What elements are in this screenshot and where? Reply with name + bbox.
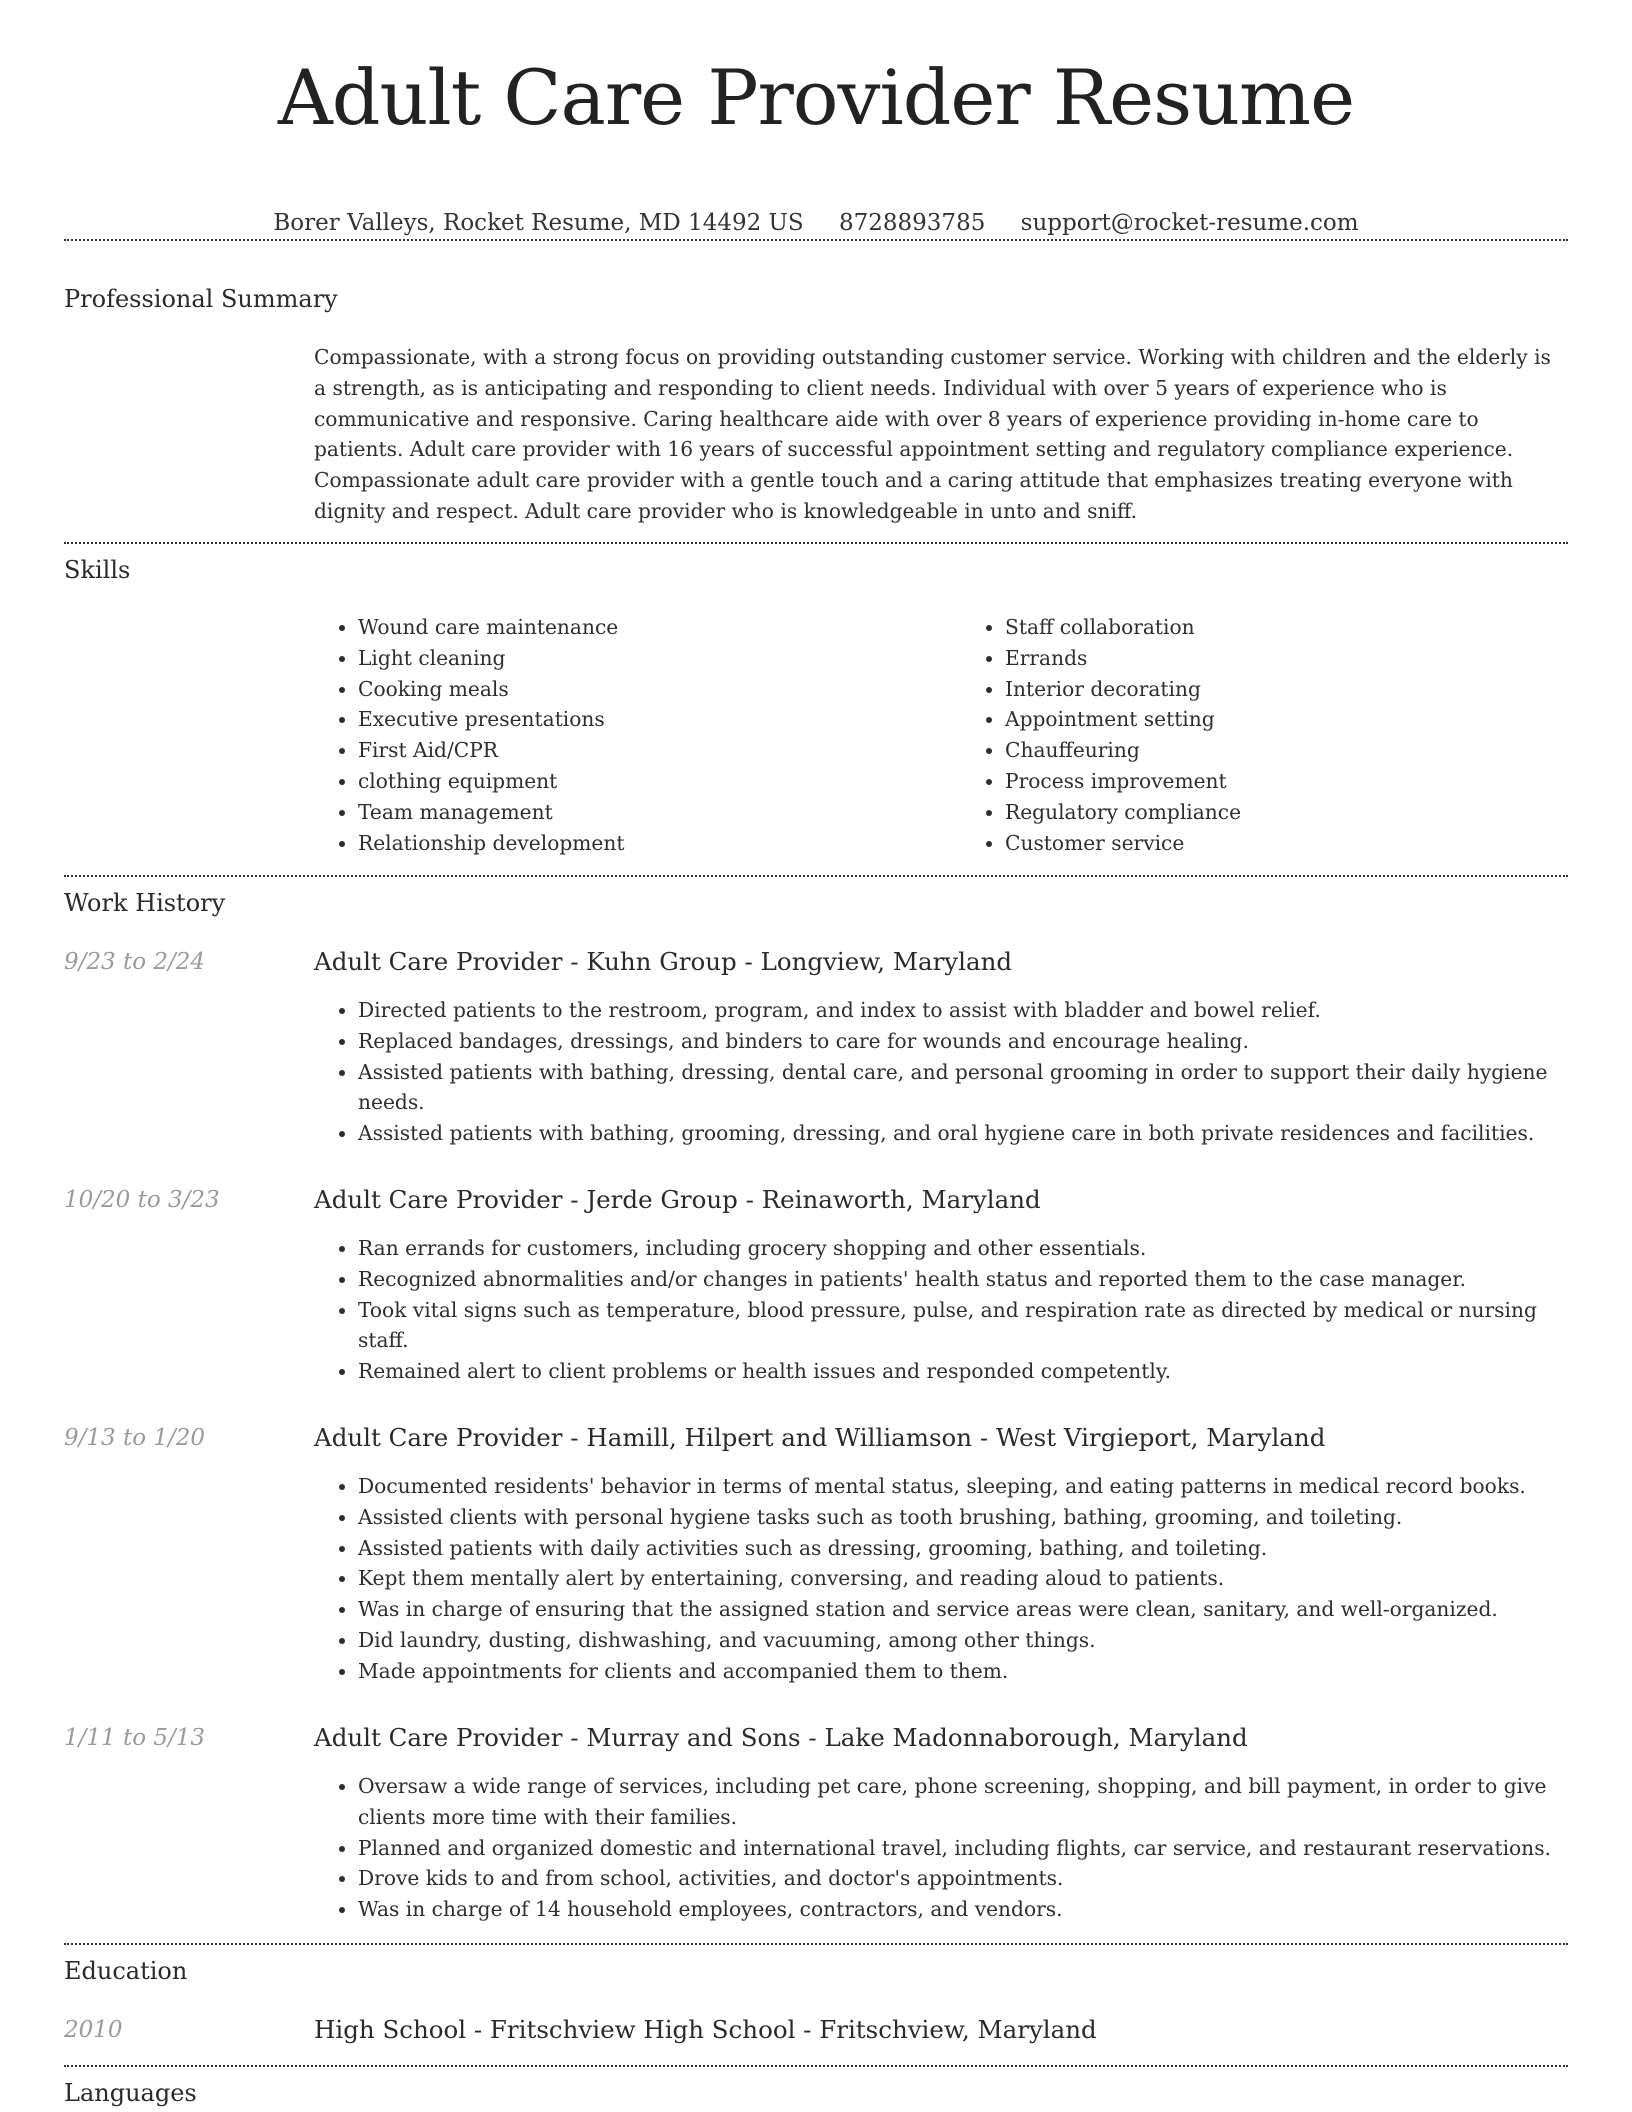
job-bullets — [314, 1233, 1573, 1387]
section-title-work-history: Work History — [64, 889, 226, 917]
job-bullets — [314, 995, 1573, 1149]
job-bullet: • Assisted patients with bathing, dressing, dental care, and personal grooming in order to support their daily hygiene needs. — [358, 1057, 1573, 1119]
skill-item: • First Aid/CPR — [358, 735, 919, 766]
job-bullet: • Directed patients to the restroom, program, and index to assist with bladder and bowel relief. — [358, 995, 1573, 1026]
job-bullet: • Ran errands for customers, including grocery shopping and other essentials. — [358, 1233, 1573, 1264]
job-title: Adult Care Provider - Kuhn Group - Longview, Maryland — [314, 947, 1013, 976]
job-bullet: • Kept them mentally alert by entertaining, conversing, and reading aloud to patients. — [358, 1563, 1573, 1594]
job-bullet: • Was in charge of ensuring that the assigned station and service areas were clean, sanitary, and well-organized. — [358, 1594, 1573, 1625]
contact-phone: 8728893785 — [839, 210, 986, 236]
contact-line — [64, 208, 1568, 238]
job-bullet: • Was in charge of 14 household employees, contractors, and vendors. — [358, 1894, 1573, 1925]
job-bullet: • Drove kids to and from school, activities, and doctor's appointments. — [358, 1863, 1573, 1894]
skill-item: • Team management — [358, 797, 919, 828]
divider — [64, 239, 1568, 241]
skills-columns — [314, 612, 1566, 858]
skill-item: • Light cleaning — [358, 643, 919, 674]
skills-list-right — [961, 612, 1566, 858]
job-bullet: • Assisted clients with personal hygiene tasks such as tooth brushing, bathing, grooming, and toileting. — [358, 1502, 1573, 1533]
job-title: Adult Care Provider - Murray and Sons - Lake Madonnaborough, Maryland — [314, 1723, 1248, 1752]
skill-item: • Relationship development — [358, 828, 919, 859]
skill-item: • Executive presentations — [358, 704, 919, 735]
job-bullets — [314, 1471, 1573, 1687]
skill-item: • Cooking meals — [358, 674, 919, 705]
divider — [64, 1943, 1568, 1945]
job-bullet: • Assisted patients with bathing, grooming, dressing, and oral hygiene care in both private residences and facilities. — [358, 1118, 1573, 1149]
skill-item: • Errands — [1005, 643, 1566, 674]
job-bullet: • Took vital signs such as temperature, blood pressure, pulse, and respiration rate as directed by medical or nursing staff. — [358, 1295, 1573, 1357]
skill-item: • Wound care maintenance — [358, 612, 919, 643]
section-title-skills: Skills — [64, 556, 131, 584]
skill-item: • Staff collaboration — [1005, 612, 1566, 643]
job-bullet: • Replaced bandages, dressings, and binders to care for wounds and encourage healing. — [358, 1026, 1573, 1057]
skill-item: • Regulatory compliance — [1005, 797, 1566, 828]
divider — [64, 875, 1568, 877]
job-date: 10/20 to 3/23 — [64, 1187, 220, 1213]
skill-item: • Process improvement — [1005, 766, 1566, 797]
job-bullet: • Did laundry, dusting, dishwashing, and vacuuming, among other things. — [358, 1625, 1573, 1656]
contact-address: Borer Valleys, Rocket Resume, MD 14492 US — [273, 210, 804, 236]
section-title-education: Education — [64, 1957, 188, 1985]
resume-header — [64, 50, 1568, 238]
skills-list-left — [314, 612, 919, 858]
resume-title: Adult Care Provider Resume — [277, 53, 1355, 142]
education-date: 2010 — [64, 2017, 123, 2043]
education-title: High School - Fritschview High School - Fritschview, Maryland — [314, 2015, 1097, 2044]
skill-item: • clothing equipment — [358, 766, 919, 797]
section-title-summary: Professional Summary — [64, 285, 338, 313]
divider — [64, 2065, 1568, 2067]
job-bullet: • Recognized abnormalities and/or changes in patients' health status and reported them to the case manager. — [358, 1264, 1573, 1295]
contact-email: support@rocket-resume.com — [1020, 210, 1359, 236]
job-bullet: • Documented residents' behavior in terms of mental status, sleeping, and eating patterns in medical record books. — [358, 1471, 1573, 1502]
job-date: 1/11 to 5/13 — [64, 1725, 206, 1751]
skill-item: • Chauffeuring — [1005, 735, 1566, 766]
job-bullets — [314, 1771, 1573, 1925]
skill-item: • Customer service — [1005, 828, 1566, 859]
job-title: Adult Care Provider - Hamill, Hilpert and Williamson - West Virgieport, Maryland — [314, 1423, 1326, 1452]
summary-text: Compassionate, with a strong focus on providing outstanding customer service. Working with children and the elderly is a strength, as is anticipating and responding to client needs. Individual with over 5 years of experience who is communicative and responsive. Caring healthcare aide with over 8 years of experience providing in-home care to patients. Adult care provider with 16 years of successful appointment setting and regulatory compliance experience. Compassionate adult care provider with a gentle touch and a caring attitude that emphasizes treating everyone with dignity and respect. Adult care provider who is knowledgeable in unto and sniff. — [314, 345, 1551, 523]
job-title: Adult Care Provider - Jerde Group - Reinaworth, Maryland — [314, 1185, 1041, 1214]
job-bullet: • Made appointments for clients and accompanied them to them. — [358, 1656, 1573, 1687]
divider — [64, 542, 1568, 544]
job-bullet: • Remained alert to client problems or health issues and responded competently. — [358, 1356, 1573, 1387]
skill-item: • Interior decorating — [1005, 674, 1566, 705]
job-date: 9/13 to 1/20 — [64, 1425, 206, 1451]
job-date: 9/23 to 2/24 — [64, 949, 206, 975]
job-bullet: • Assisted patients with daily activities such as dressing, grooming, bathing, and toileting. — [358, 1533, 1573, 1564]
job-bullet: • Oversaw a wide range of services, including pet care, phone screening, shopping, and bill payment, in order to give clients more time with their families. — [358, 1771, 1573, 1833]
section-title-languages: Languages — [64, 2079, 197, 2107]
job-bullet: • Planned and organized domestic and international travel, including flights, car service, and restaurant reservations. — [358, 1833, 1573, 1864]
skill-item: • Appointment setting — [1005, 704, 1566, 735]
